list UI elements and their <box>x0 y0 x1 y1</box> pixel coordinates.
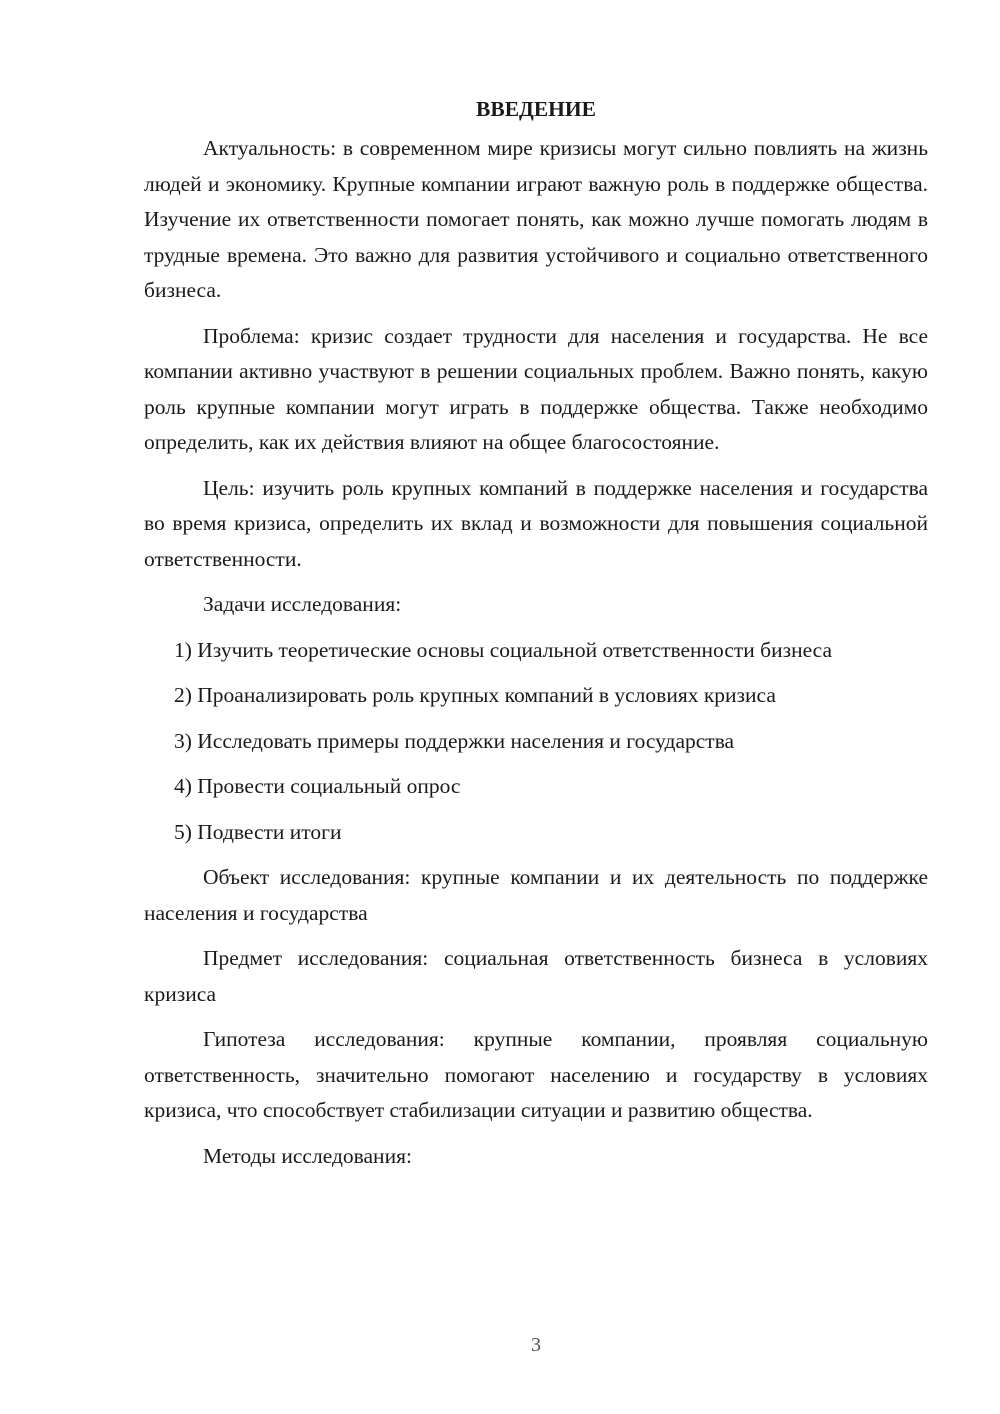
task-item-1: 1) Изучить теоретические основы социальной ответственности бизнеса <box>174 637 833 662</box>
paragraph-tasks-heading: Задачи исследования: <box>203 592 402 616</box>
paragraph-methods-heading: Методы исследования: <box>203 1143 412 1168</box>
paragraph-relevance: Актуальность: в современном мире кризисы могут сильно повлиять на жизнь людей и экономику. Крупные компании играют важную роль в поддержке общества. Изучение их ответственности помогает понять, как можно лучше помогать людям в трудные времена. Это важно для развития устойчивого и социально ответственного бизнеса. <box>144 136 928 302</box>
page-number: 3 <box>531 1334 541 1356</box>
section-title: ВВЕДЕНИЕ <box>476 97 596 121</box>
paragraph-object: Объект исследования: крупные компании и их деятельность по поддержке населения и государства <box>144 865 928 925</box>
page-content <box>144 92 928 1184</box>
paragraph-goal: Цель: изучить роль крупных компаний в поддержке населения и государства во время кризиса, определить их вклад и возможности для повышения социальной ответственности. <box>144 475 928 571</box>
task-item-3: 3) Исследовать примеры поддержки населения и государства <box>174 728 735 753</box>
paragraph-hypothesis: Гипотеза исследования: крупные компании, проявляя социальную ответственность, значительно помогают населению и государству в условиях кризиса, что способствует стабилизации ситуации и развитию общества. <box>144 1027 928 1122</box>
paragraph-problem: Проблема: кризис создает трудности для населения и государства. Не все компании активно участвуют в решении социальных проблем. Важно понять, какую роль крупные компании могут играть в поддержке общества. Также необходимо определить, как их действия влияют на общее благосостояние. <box>144 323 928 454</box>
task-item-5: 5) Подвести итоги <box>174 819 342 844</box>
paragraph-subject: Предмет исследования: социальная ответственность бизнеса в условиях кризиса <box>144 946 928 1006</box>
task-item-4: 4) Провести социальный опрос <box>174 774 461 798</box>
task-item-2: 2) Проанализировать роль крупных компаний в условиях кризиса <box>174 683 776 707</box>
